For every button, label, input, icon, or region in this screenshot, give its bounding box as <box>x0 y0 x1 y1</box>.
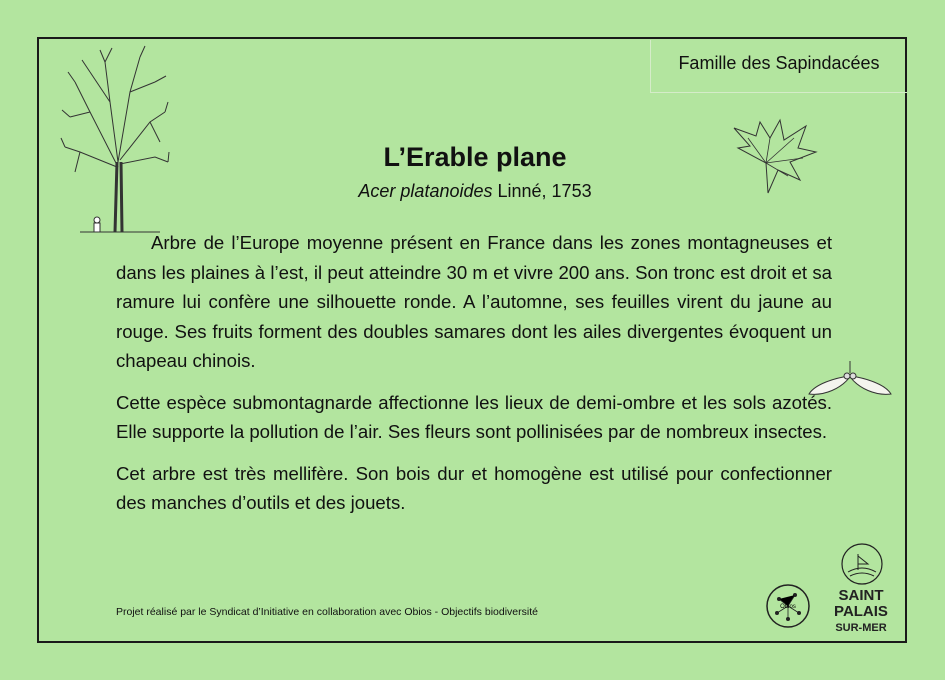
paragraph-3: Cet arbre est très mellifère. Son bois dur et homogène est utilisé pour confectionner des manches d’outils et des jouets. <box>116 462 832 513</box>
leaf-illustration <box>728 118 818 198</box>
logo-line-3: SUR-MER <box>835 622 887 634</box>
scientific-name <box>300 181 650 202</box>
obios-text: Obios <box>780 604 796 610</box>
page-title: L’Erable plane <box>383 142 567 172</box>
footer-credit: Projet réalisé par le Syndicat d’Initiative en collaboration avec Obios - Objectifs biodiversité <box>116 606 538 618</box>
tree-illustration <box>60 42 170 237</box>
logo-line-2: PALAIS <box>834 603 888 620</box>
saint-palais-logo <box>826 588 896 636</box>
saint-palais-emblem <box>840 542 884 586</box>
obios-logo <box>765 583 811 629</box>
family-label: Famille des Sapindacées <box>650 40 907 93</box>
paragraph-1: Arbre de l’Europe moyenne présent en France dans les zones montagneuses et dans les plaines à l’est, il peut atteindre 30 m et vivre 200 ans. Son tronc est droit et sa ramure lui confère une silhouette ronde. A l’automne, ses feuilles virent du jaune au rouge. Ses fruits forment des doubles samares dont les ailes divergentes évoquent un chapeau chinois. <box>116 232 832 371</box>
paragraph-2: Cette espèce submontagnarde affectionne les lieux de demi-ombre et les sols azotés. Elle supporte la pollution de l’air. Ses fleurs sont pollinisées par de nombreux insectes. <box>116 391 832 442</box>
latin-name: Acer platanoides <box>358 181 493 201</box>
description <box>116 228 832 530</box>
logo-line-1: SAINT <box>838 587 884 604</box>
author-year: Linné, 1753 <box>492 181 592 201</box>
